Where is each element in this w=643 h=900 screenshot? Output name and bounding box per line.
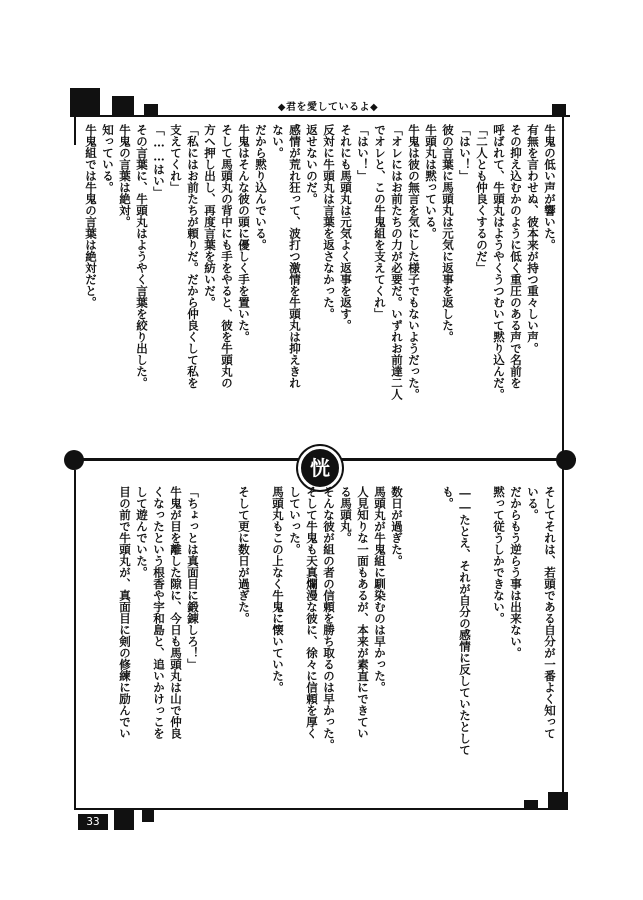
top-text-line: その抑え込むかのように低く重圧のある声で名前を (509, 124, 523, 389)
divider-left-dot (64, 450, 84, 470)
bottom-text-line: 牛鬼が目を離した隙に、今日も馬頭丸は山で仲良 (169, 486, 183, 739)
frame-top-left-vertical (74, 115, 76, 145)
bottom-text-line: る馬頭丸。 (339, 486, 353, 544)
top-text-line: それにも馬頭丸は元気よく返事を返す。 (339, 124, 353, 331)
top-text-line: 牛鬼の低い声が響いた。 (543, 124, 557, 251)
frame-block-bottom-left-mid (114, 810, 134, 830)
bottom-text-line: 数日が過ぎた。 (390, 486, 404, 567)
top-text-line: 牛鬼の言葉は絶対。 (118, 124, 132, 228)
top-text-line: 彼の言葉に馬頭丸は元気に返事を返した。 (441, 124, 455, 343)
bottom-text-line: そして牛鬼も天真爛漫な彼に、徐々に信頼を厚く (305, 486, 319, 739)
top-text-line: 知っている。 (101, 124, 115, 193)
bottom-text-line: 目の前で牛頭丸が、真面目に剣の修練に励んでい (118, 486, 132, 739)
bottom-text-line: 「ちょっとは真面目に鍛錬しろ！」 (186, 486, 200, 670)
bottom-text-line: も。 (441, 486, 455, 509)
bottom-text-line: 人見知りな一面もあるが、本来が素直にできてい (356, 486, 370, 739)
top-text-line: 「私にはお前たちが頼りだ。だから仲良くして私を (186, 124, 200, 389)
top-text-line: 有無を言わせぬ、彼本来が持つ重々しい声。 (526, 124, 540, 354)
frame-left-vertical (74, 470, 76, 810)
top-text-line: だから黙り込んでいる。 (254, 124, 268, 251)
top-text-line: 「二人とも仲良くするのだ」 (475, 124, 489, 274)
bottom-text-line: 馬頭丸もこの上なく牛鬼に懐いていた。 (271, 486, 285, 693)
top-text-line: 牛鬼は彼の無言を気にした様子でもないようだった。 (407, 124, 421, 400)
top-text-line: 「はい！」 (458, 124, 472, 182)
top-text-line: 呼ばれて、牛頭丸はようやくうつむいて黙り込んだ。 (492, 124, 506, 400)
bottom-text-line: そして更に数日が過ぎた。 (237, 486, 251, 624)
bottom-text-line: くなったという根香や宇和島と、追いかけっこを (152, 486, 166, 739)
top-text-line: 返せないのだ。 (305, 124, 319, 205)
bottom-text-line: そんな彼が組の者の信頼を勝ち取るのは早かった。 (322, 486, 336, 751)
top-text-line: 支えてくれ」 (169, 124, 183, 193)
divider-right-dot (556, 450, 576, 470)
top-text-line: その言葉に、牛頭丸はようやく言葉を絞り出した。 (135, 124, 149, 389)
top-text-line: 「はい！」 (356, 124, 370, 182)
bottom-text-line: して遊んでいた。 (135, 486, 149, 578)
top-text-block (84, 124, 557, 444)
top-text-line: 牛頭丸は黙っている。 (424, 124, 438, 239)
bottom-text-line: 黙って従うしかできない。 (492, 486, 506, 624)
bottom-text-line: いる。 (526, 486, 540, 521)
top-text-line: 感情が荒れ狂って、波打つ激情を牛頭丸は抑えきれ (288, 124, 302, 389)
scene-emblem: 恍 (298, 446, 342, 490)
bottom-text-line: だからもう逆らう事は出来ない。 (509, 486, 523, 659)
frame-block-top-left-large (70, 88, 100, 116)
top-text-line: 「オレにはお前たちの力が必要だ。いずれお前達二人 (390, 124, 404, 400)
top-text-line: でオレと、この牛鬼組を支えてくれ」 (373, 124, 387, 320)
top-text-line: 方へ押し出し、再度言葉を紡いだ。 (203, 124, 217, 308)
bottom-text-line: 馬頭丸が牛鬼組に馴染むのは早かった。 (373, 486, 387, 693)
top-text-line: 「……はい」 (152, 124, 166, 198)
top-text-line: ない。 (271, 124, 285, 159)
running-header: ◆君を愛しているよ◆ (277, 102, 379, 113)
bottom-text-line: そしてそれは、若頭である自分が一番よく知って (543, 486, 557, 739)
top-text-line: 反対に牛頭丸は言葉を返さなかった。 (322, 124, 336, 320)
top-text-line: 牛鬼組では牛鬼の言葉は絶対だと。 (84, 124, 98, 308)
bottom-text-block (88, 486, 556, 796)
bottom-text-line: ――たとえ、それが自分の感情に反していたとして (458, 486, 472, 756)
frame-block-bottom-left-small (142, 810, 154, 822)
page-number: 33 (78, 814, 108, 830)
frame-block-top-left-mid (112, 96, 134, 116)
bottom-text-line: していった。 (288, 486, 302, 555)
frame-block-bottom-right-small (524, 800, 538, 810)
top-text-line: 牛鬼はそんな彼の頭に優しく手を置いた。 (237, 124, 251, 343)
top-text-line: そして馬頭丸の背中にも手をやると、彼を牛頭丸の (220, 124, 234, 389)
